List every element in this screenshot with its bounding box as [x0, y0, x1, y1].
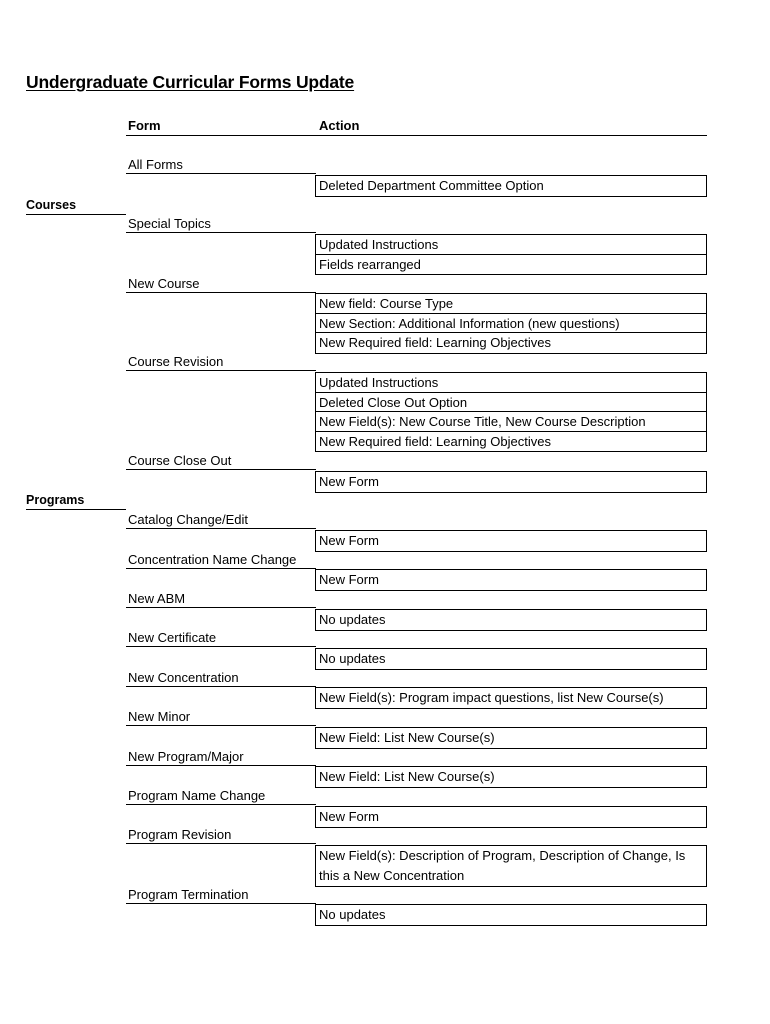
action-box — [315, 845, 707, 887]
page-title: Undergraduate Curricular Forms Update — [26, 72, 355, 92]
action-box — [315, 471, 707, 493]
action-box — [315, 648, 707, 670]
action-item: Updated Instructions — [316, 235, 706, 255]
action-box — [315, 530, 707, 552]
action-item: No updates — [319, 651, 386, 666]
action-item: New Required field: Learning Objectives — [319, 335, 551, 350]
action-box — [315, 766, 707, 788]
form-item: Program Termination — [126, 885, 316, 904]
action-item: New Section: Additional Information (new questions) — [316, 314, 706, 334]
form-item: New Certificate — [126, 628, 316, 647]
action-box — [315, 293, 707, 354]
action-item: New field: Course Type — [316, 294, 706, 314]
form-item: Course Revision — [126, 352, 316, 371]
form-item: Concentration Name Change — [126, 550, 316, 569]
form-column-header: Form — [128, 118, 161, 133]
action-box — [315, 806, 707, 828]
form-item: All Forms — [126, 155, 316, 174]
action-item: Deleted Close Out Option — [316, 393, 706, 413]
action-item: New Form — [319, 474, 379, 489]
form-item: Program Revision — [126, 825, 316, 844]
action-item: New Field(s): Description of Program, Description of Change, Is this a New Concentration — [319, 848, 686, 883]
action-box — [315, 727, 707, 749]
form-item: New ABM — [126, 589, 316, 608]
action-box — [315, 687, 707, 709]
action-box — [315, 904, 707, 926]
action-item: New Form — [319, 533, 379, 548]
action-box — [315, 569, 707, 591]
form-item: New Course — [126, 274, 316, 293]
action-box — [315, 234, 707, 275]
action-item: No updates — [319, 612, 386, 627]
form-item: Course Close Out — [126, 451, 316, 470]
section-label-courses: Courses — [26, 196, 126, 215]
action-item: Updated Instructions — [316, 373, 706, 393]
action-item: No updates — [319, 907, 386, 922]
action-box — [315, 175, 707, 197]
action-item: New Field: List New Course(s) — [319, 769, 495, 784]
action-box — [315, 609, 707, 631]
action-item: New Form — [319, 809, 379, 824]
action-column-header: Action — [319, 118, 360, 133]
action-item: New Required field: Learning Objectives — [319, 433, 551, 449]
action-item: Deleted Department Committee Option — [319, 178, 544, 193]
form-item: New Program/Major — [126, 747, 316, 766]
form-item: New Concentration — [126, 668, 316, 687]
action-box — [315, 372, 707, 452]
action-item: New Form — [319, 572, 379, 587]
form-item: Catalog Change/Edit — [126, 510, 316, 529]
action-item: Fields rearranged — [319, 256, 421, 272]
header-divider — [126, 135, 707, 136]
form-item: New Minor — [126, 707, 316, 726]
action-item: New Field: List New Course(s) — [319, 730, 495, 745]
action-item: New Field(s): New Course Title, New Course Description — [316, 412, 706, 432]
section-label-programs: Programs — [26, 491, 126, 510]
form-item: Program Name Change — [126, 786, 316, 805]
form-item: Special Topics — [126, 214, 316, 233]
action-item: New Field(s): Program impact questions, list New Course(s) — [319, 690, 664, 705]
